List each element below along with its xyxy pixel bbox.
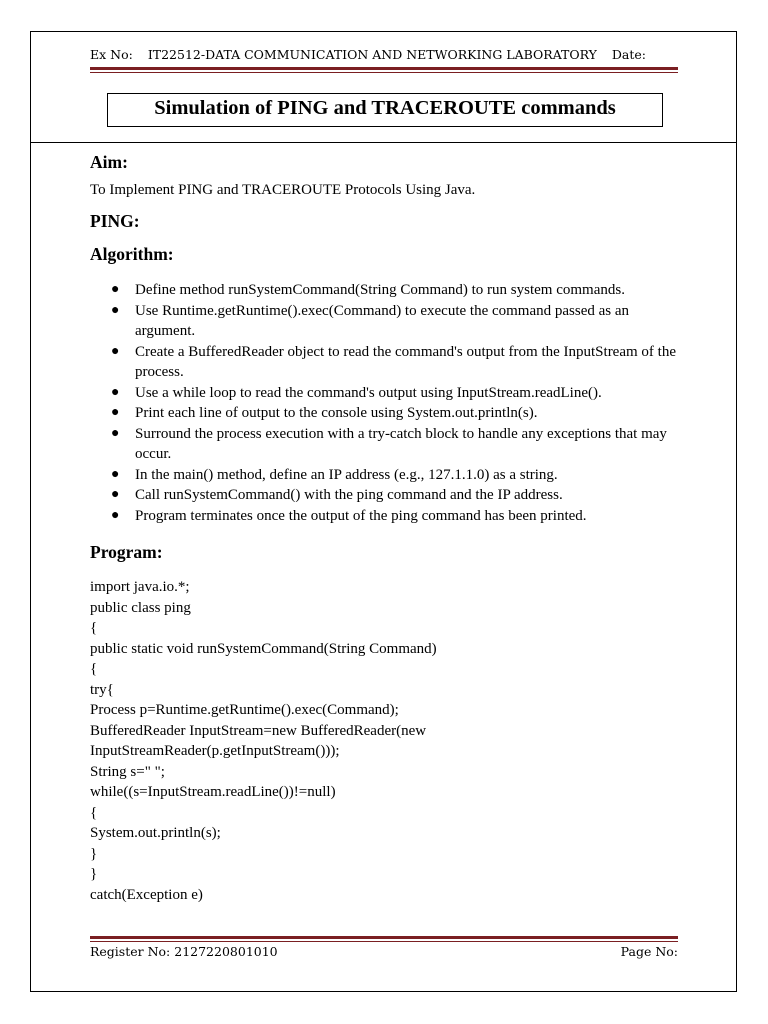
code-line: System.out.println(s);	[90, 825, 221, 841]
list-item	[111, 485, 680, 506]
code-line: {	[90, 661, 98, 677]
step-text: Define method runSystemCommand(String Command) to run system commands.	[135, 282, 625, 298]
step-text: Print each line of output to the console using System.out.println(s).	[135, 405, 538, 421]
program-heading: Program:	[90, 542, 163, 562]
code-line: Process p=Runtime.getRuntime().exec(Command);	[90, 702, 399, 718]
list-item	[111, 465, 680, 486]
header-divider	[30, 142, 737, 143]
ex-no-label: Ex No:	[90, 47, 133, 62]
bullet-icon: ●	[111, 302, 120, 318]
aim-heading: Aim:	[90, 152, 128, 172]
main-content	[90, 152, 680, 905]
code-line: while((s=InputStream.readLine())!=null)	[90, 784, 336, 800]
page-footer	[90, 944, 678, 959]
program-code	[90, 577, 680, 905]
list-item	[111, 301, 680, 342]
algorithm-heading: Algorithm:	[90, 244, 174, 264]
bullet-icon: ●	[111, 384, 120, 400]
ping-heading: PING:	[90, 211, 140, 231]
bullet-icon: ●	[111, 282, 120, 297]
page-header	[90, 47, 678, 62]
header-rule	[90, 67, 678, 70]
list-item	[111, 506, 680, 527]
list-item	[111, 403, 680, 424]
step-text: Use a while loop to read the command's output using InputStream.readLine().	[135, 384, 602, 401]
bullet-icon: ●	[111, 425, 120, 441]
code-line: }	[90, 845, 98, 862]
bullet-icon: ●	[111, 343, 120, 359]
bullet-icon: ●	[111, 507, 120, 523]
aim-text: To Implement PING and TRACEROUTE Protocols Using Java.	[90, 182, 476, 198]
list-item	[111, 280, 680, 301]
code-line: catch(Exception e)	[90, 886, 203, 903]
algorithm-list	[90, 280, 680, 526]
list-item	[111, 342, 680, 383]
step-text: Create a BufferedReader object to read the command's output from the InputStream of the process.	[135, 343, 676, 380]
step-text: Program terminates once the output of the ping command has been printed.	[135, 507, 587, 524]
page-no-label: Page No:	[620, 944, 678, 959]
code-line: {	[90, 620, 98, 636]
step-text: Use Runtime.getRuntime().exec(Command) to execute the command passed as an argument.	[135, 302, 630, 339]
list-item	[111, 424, 680, 465]
code-line: {	[90, 804, 98, 821]
bullet-icon: ●	[111, 466, 120, 482]
code-line: public static void runSystemCommand(String Command)	[90, 640, 437, 657]
list-item	[111, 383, 680, 404]
code-line: import java.io.*;	[90, 579, 190, 595]
code-line: String s=" ";	[90, 763, 165, 780]
bullet-icon: ●	[111, 405, 120, 420]
code-line: public class ping	[90, 599, 191, 616]
date-label: Date:	[611, 47, 647, 62]
page-title: Simulation of PING and TRACEROUTE commands	[107, 93, 663, 127]
code-line: InputStreamReader(p.getInputStream()));	[90, 743, 340, 759]
step-text: In the main() method, define an IP address (e.g., 127.1.1.0) as a string.	[135, 466, 558, 483]
register-no: Register No: 2127220801010	[90, 944, 278, 959]
code-line: try{	[90, 681, 114, 698]
code-line: }	[90, 866, 98, 882]
code-line: BufferedReader InputStream=new BufferedReader(new	[90, 722, 427, 739]
lab-title: IT22512-DATA COMMUNICATION AND NETWORKING LABORATORY	[147, 47, 597, 62]
step-text: Surround the process execution with a try-catch block to handle any exceptions that may occur.	[135, 425, 667, 462]
step-text: Call runSystemCommand() with the ping command and the IP address.	[135, 487, 563, 503]
footer-rule	[90, 936, 678, 939]
bullet-icon: ●	[111, 487, 120, 502]
